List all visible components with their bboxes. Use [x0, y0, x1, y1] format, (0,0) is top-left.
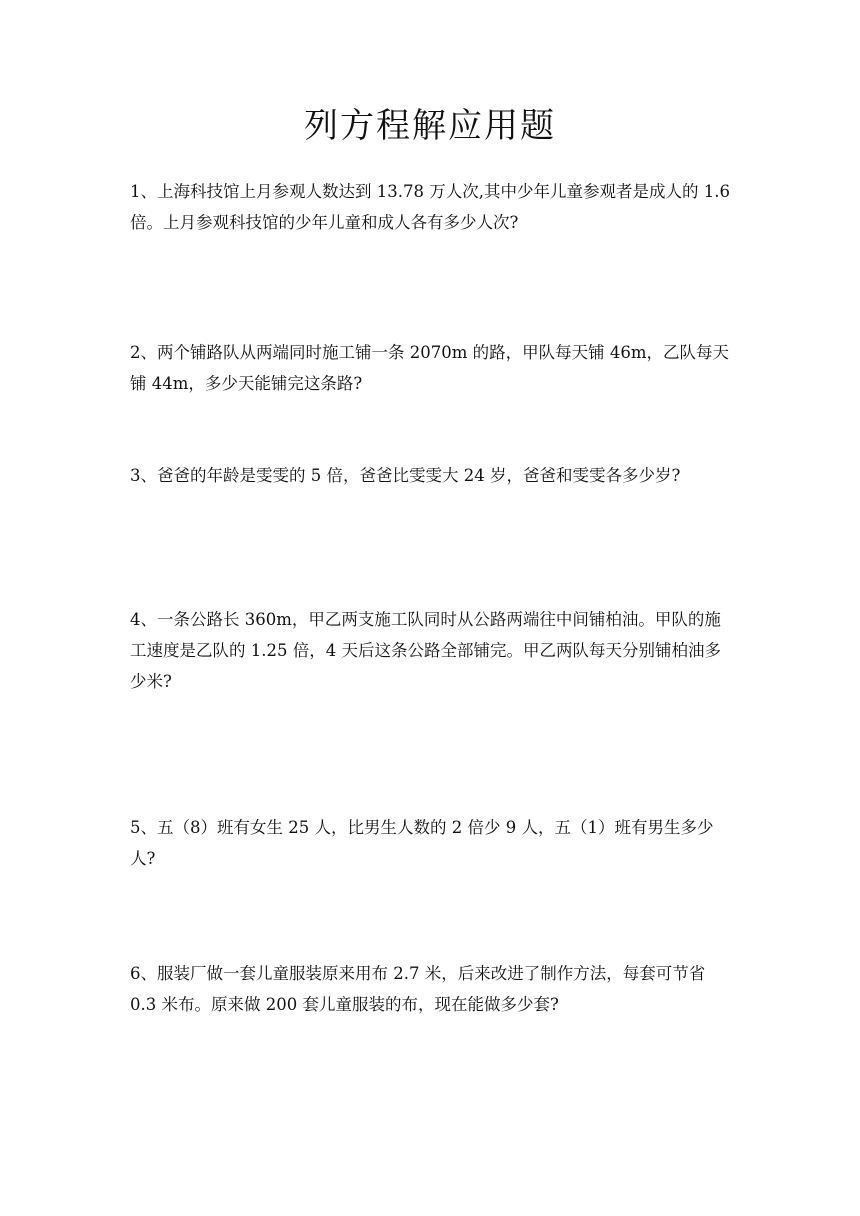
question-5: 5、五（8）班有女生 25 人，比男生人数的 2 倍少 9 人，五（1）班有男生多少人?: [130, 818, 714, 868]
question-1: 1、上海科技馆上月参观人数达到 13.78 万人次,其中少年儿童参观者是成人的 1.6 倍。上月参观科技馆的少年儿童和成人各有多少人次?: [130, 182, 730, 232]
question-4: 4、一条公路长 360m，甲乙两支施工队同时从公路两端往中间铺柏油。甲队的施工速度是乙队的 1.25 倍，4 天后这条公路全部铺完。甲乙两队每天分别铺柏油多少米?: [130, 610, 721, 691]
question-3: 3、爸爸的年龄是雯雯的 5 倍，爸爸比雯雯大 24 岁，爸爸和雯雯各多少岁?: [130, 466, 681, 485]
question-6: 6、服装厂做一套儿童服装原来用布 2.7 米，后来改进了制作方法，每套可节省 0.3 米布。原来做 200 套儿童服装的布，现在能做多少套?: [130, 964, 706, 1014]
page-title: 列方程解应用题: [304, 106, 556, 146]
question-2: 2、两个铺路队从两端同时施工铺一条 2070m 的路，甲队每天铺 46m，乙队每天铺 44m，多少天能铺完这条路?: [130, 343, 730, 393]
